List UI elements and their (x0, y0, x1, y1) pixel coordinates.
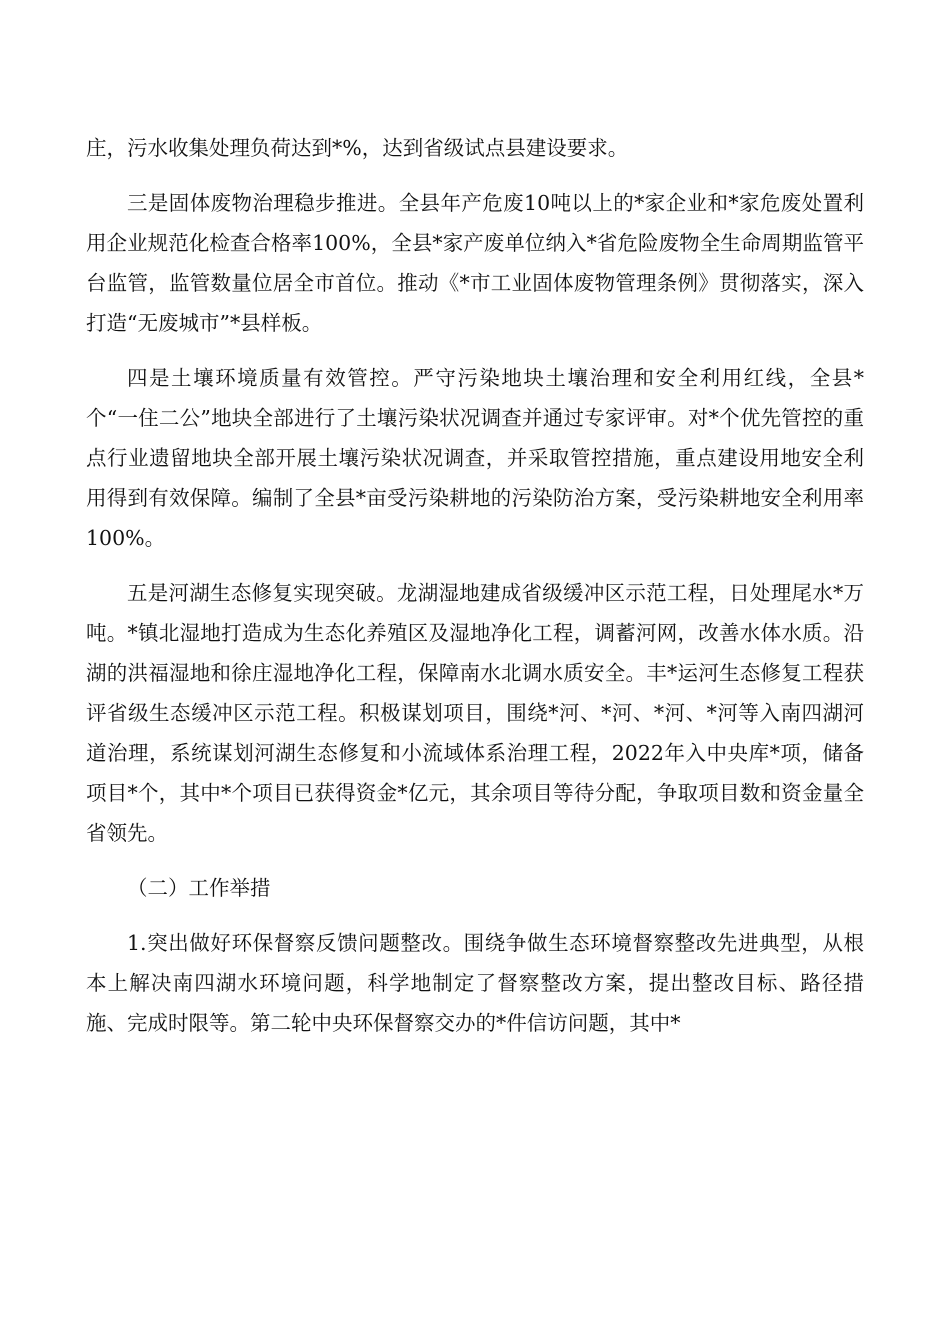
document-page (86, 128, 864, 1058)
section-heading-work-measures: （二）工作举措 (127, 876, 271, 900)
paragraph-soil-quality: 四是土壤环境质量有效管控。严守污染地块土壤治理和安全利用红线，全县*个“一住二公”地块全部进行了土壤污染状况调查并通过专家评审。对*个优先管控的重点行业遗留地块全部开展土壤污染状况调查，并采取管控措施，重点建设用地安全利用得到有效保障。编制了全县*亩受污染耕地的污染防治方案，受污染耕地安全利用率100%。 (86, 366, 864, 550)
paragraph-solid-waste: 三是固体废物治理稳步推进。全县年产危废10吨以上的*家企业和*家危废处置利用企业规范化检查合格率100%，全县*家产废单位纳入*省危险废物全生命周期监管平台监管，监管数量位居全市首位。推动《*市工业固体废物管理条例》贯彻落实，深入打造“无废城市”*县样板。 (86, 191, 864, 335)
paragraph-continuation: 庄，污水收集处理负荷达到*%，达到省级试点县建设要求。 (86, 136, 629, 160)
paragraph-river-lake-restoration: 五是河湖生态修复实现突破。龙湖湿地建成省级缓冲区示范工程，日处理尾水*万吨。*镇北湿地打造成为生态化养殖区及湿地净化工程，调蓄河网，改善水体水质。沿湖的洪福湿地和徐庄湿地净化工程，保障南水北调水质安全。丰*运河生态修复工程获评省级生态缓冲区示范工程。积极谋划项目，围绕*河、*河、*河、*河等入南四湖河道治理，系统谋划河湖生态修复和小流域体系治理工程，2022年入中央库*项，储备项目*个，其中*个项目已获得资金*亿元，其余项目等待分配，争取项目数和资金量全省领先。 (86, 581, 864, 845)
paragraph-inspection-rectification: 1.突出做好环保督察反馈问题整改。围绕争做生态环境督察整改先进典型，从根本上解决南四湖水环境问题，科学地制定了督察整改方案，提出整改目标、路径措施、完成时限等。第二轮中央环保督察交办的*件信访问题，其中* (86, 931, 864, 1035)
